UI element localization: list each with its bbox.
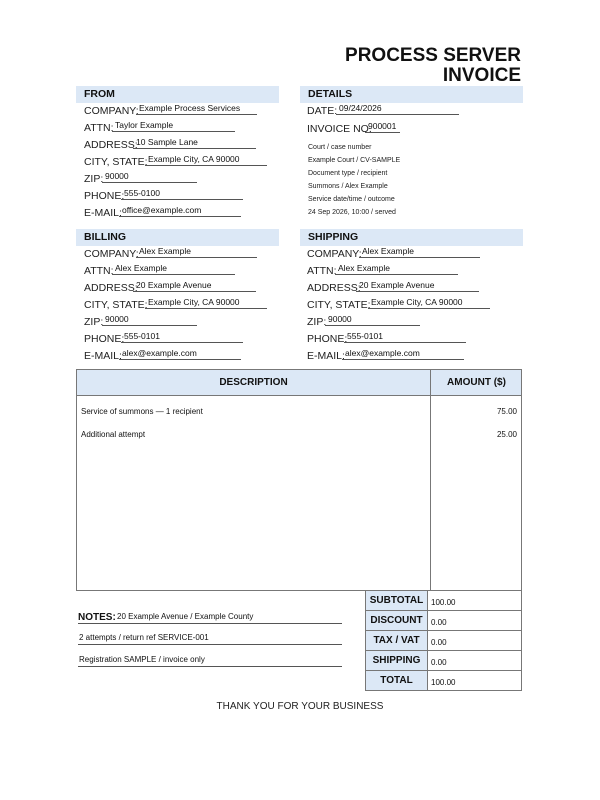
shipping-city-label: CITY, STATE: [307,299,371,311]
amount-header: AMOUNT ($) [430,370,522,396]
from-attn-row [84,118,284,134]
shipping-zip-label: ZIP: [307,316,327,328]
shipping-company-field[interactable]: Alex Example [359,246,480,258]
details-invoice-row [307,119,507,135]
invoice-title [345,46,521,86]
from-company-row [84,101,284,117]
billing-attn-row [84,261,284,277]
shipping-email-row [307,346,507,362]
billing-company-field[interactable]: Alex Example [136,246,257,258]
shipping-city-field[interactable]: Example City, CA 90000 [368,297,490,309]
shipping-phone-label: PHONE: [307,333,348,345]
shipping-attn-label: ATTN: [307,265,337,277]
shipping-attn-row [307,261,507,277]
shipping-phone-field[interactable]: 555-0101 [344,331,466,343]
title-line-1: PROCESS SERVER [345,45,521,66]
notes-row-1 [78,611,342,624]
from-phone-label: PHONE: [84,190,125,202]
billing-email-label: E-MAIL: [84,350,122,362]
notes-line-1[interactable]: 20 Example Avenue / Example County [117,612,254,621]
item-amount-2[interactable]: 25.00 [496,430,517,439]
from-attn-field[interactable]: Taylor Example [112,120,235,132]
from-zip-row [84,169,284,185]
discount-label: DISCOUNT [365,611,428,631]
notes-row-2 [78,632,342,645]
from-address-label: ADDRESS: [84,139,138,151]
description-header: DESCRIPTION [219,377,288,388]
shipping-address-label: ADDRESS: [307,282,361,294]
billing-zip-label: ZIP: [84,316,104,328]
billing-address-field[interactable]: 20 Example Avenue [133,280,256,292]
shipping-total-label: SHIPPING [365,651,428,671]
subtotal-value[interactable]: 100.00 [428,591,522,611]
details-heading: DETAILS [300,86,523,103]
billing-city-field[interactable]: Example City, CA 90000 [145,297,267,309]
notes-label: NOTES: [78,612,116,623]
details-line-6: 24 Sep 2026, 10:00 / served [308,209,396,216]
billing-city-label: CITY, STATE: [84,299,148,311]
from-phone-field[interactable]: 555-0100 [121,188,243,200]
from-phone-row [84,186,284,202]
details-invoice-field[interactable]: 900001 [365,121,400,133]
item-description-1[interactable]: Service of summons — 1 recipient [81,407,203,416]
column-divider [430,396,431,590]
billing-attn-label: ATTN: [84,265,114,277]
item-amount-1[interactable]: 75.00 [496,407,517,416]
tax-label: TAX / VAT [365,631,428,651]
billing-phone-label: PHONE: [84,333,125,345]
shipping-zip-row [307,312,507,328]
shipping-city-row [307,295,507,311]
notes-line-3[interactable]: Registration SAMPLE / invoice only [79,655,205,664]
footer-thank-you: THANK YOU FOR YOUR BUSINESS [216,701,384,712]
discount-value[interactable]: 0.00 [428,611,522,631]
from-zip-field[interactable]: 90000 [102,171,197,183]
from-city-field[interactable]: Example City, CA 90000 [145,154,267,166]
from-attn-label: ATTN: [84,122,114,134]
shipping-phone-row [307,329,507,345]
billing-phone-row [84,329,284,345]
from-email-label: E-MAIL: [84,207,122,219]
billing-attn-field[interactable]: Alex Example [112,263,235,275]
from-email-row [84,203,284,219]
from-city-row [84,152,284,168]
details-line-1: Court / case number [308,144,372,151]
shipping-email-label: E-MAIL: [307,350,345,362]
billing-address-label: ADDRESS: [84,282,138,294]
details-date-row [307,101,507,117]
from-address-row [84,135,284,151]
billing-heading: BILLING [76,229,279,246]
tax-value[interactable]: 0.00 [428,631,522,651]
total-value[interactable]: 100.00 [428,671,522,691]
details-line-4: Summons / Alex Example [308,183,388,190]
shipping-address-row [307,278,507,294]
item-description-2[interactable]: Additional attempt [81,430,146,439]
items-table-header [77,370,521,396]
notes-row-3 [78,654,342,667]
shipping-total-value[interactable]: 0.00 [428,651,522,671]
title-line-2: INVOICE [442,65,521,86]
billing-company-row [84,244,284,260]
from-company-field[interactable]: Example Process Services [136,103,257,115]
from-company-label: COMPANY: [84,105,139,117]
details-line-3: Document type / recipient [308,170,388,177]
billing-phone-field[interactable]: 555-0101 [121,331,243,343]
subtotal-label: SUBTOTAL [365,591,428,611]
details-line-2: Example Court / CV-SAMPLE [308,157,401,164]
billing-city-row [84,295,284,311]
from-city-label: CITY, STATE: [84,156,148,168]
details-invoice-label: INVOICE NO. [307,123,372,135]
details-date-label: DATE: [307,105,338,117]
billing-email-field[interactable]: alex@example.com [119,348,241,360]
details-line-5: Service date/time / outcome [308,196,395,203]
billing-zip-field[interactable]: 90000 [102,314,197,326]
billing-address-row [84,278,284,294]
shipping-company-label: COMPANY: [307,248,362,260]
billing-company-label: COMPANY: [84,248,139,260]
shipping-email-field[interactable]: alex@example.com [342,348,464,360]
notes-line-2[interactable]: 2 attempts / return ref SERVICE-001 [79,633,209,642]
shipping-heading: SHIPPING [300,229,523,246]
total-label: TOTAL [365,671,428,691]
details-date-field[interactable]: 09/24/2026 [336,103,459,115]
from-email-field[interactable]: office@example.com [119,205,241,217]
shipping-company-row [307,244,507,260]
billing-email-row [84,346,284,362]
from-zip-label: ZIP: [84,173,104,185]
from-heading: FROM [76,86,279,103]
items-table [76,369,522,591]
from-address-field[interactable]: 10 Sample Lane [133,137,256,149]
billing-zip-row [84,312,284,328]
shipping-attn-field[interactable]: Alex Example [335,263,458,275]
shipping-address-field[interactable]: 20 Example Avenue [356,280,479,292]
shipping-zip-field[interactable]: 90000 [325,314,420,326]
